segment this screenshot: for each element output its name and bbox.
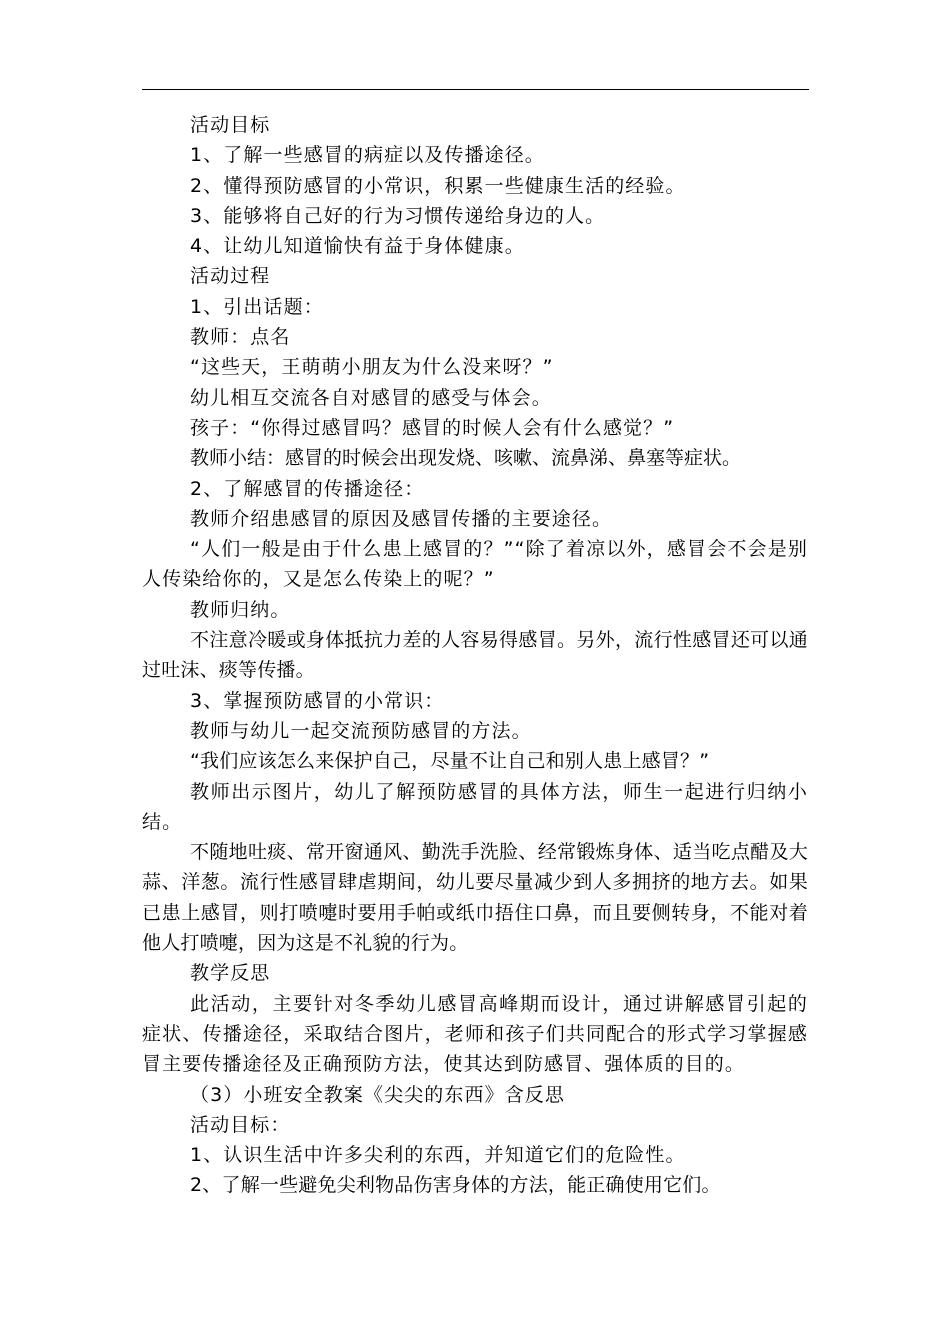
paragraph: 幼儿相互交流各自对感冒的感受与体会。 — [190, 386, 552, 409]
heading-teaching-reflection: 教学反思 — [190, 962, 271, 985]
paragraph: 此活动，主要针对冬季幼儿感冒高峰期而设计，通过讲解感冒引起的症状、传播途径，采取结合图片，老师和孩子们共同配合的形式学习掌握感冒主要传播途径及正确预防方法，使其达到防感冒、强体质的目的。 — [142, 992, 808, 1076]
process-step-1: 1、引出话题： — [190, 295, 324, 318]
paragraph: 不随地吐痰、常开窗通风、勤洗手洗脸、经常锻炼身体、适当吃点醋及大蒜、洋葱。流行性感冒肆虐期间，幼儿要尽量减少到人多拥挤的地方去。如果已患上感冒，则打喷嚏时要用手帕或纸巾捂住口鼻，而且要侧转身，不能对着他人打喷嚏，因为这是不礼貌的行为。 — [142, 841, 808, 955]
section-title: （3）小班安全教案《尖尖的东西》含反思 — [190, 1083, 565, 1106]
document-body — [142, 110, 808, 1201]
goal-item-4: 4、让幼儿知道愉快有益于身体健康。 — [190, 235, 525, 258]
goal-item-1: 1、认识生活中许多尖利的东西，并知道它们的危险性。 — [190, 1144, 686, 1167]
paragraph: 教师：点名 — [190, 326, 291, 349]
paragraph: 不注意冷暖或身体抵抗力差的人容易得感冒。另外，流行性感冒还可以通过吐沫、痰等传播。 — [142, 629, 808, 682]
process-step-3: 3、掌握预防感冒的小常识： — [190, 689, 445, 712]
paragraph: 教师与幼儿一起交流预防感冒的方法。 — [190, 719, 532, 742]
heading-activity-goals-2: 活动目标： — [190, 1113, 291, 1136]
paragraph: 孩子：“你得过感冒吗？感冒的时候人会有什么感觉？” — [190, 416, 675, 439]
paragraph: 教师归纳。 — [190, 598, 291, 621]
paragraph: 教师出示图片，幼儿了解预防感冒的具体方法，师生一起进行归纳小结。 — [142, 780, 808, 833]
goal-item-2: 2、了解一些避免尖利物品伤害身体的方法，能正确使用它们。 — [190, 1174, 721, 1197]
paragraph: 教师小结：感冒的时候会出现发烧、咳嗽、流鼻涕、鼻塞等症状。 — [190, 447, 742, 470]
paragraph: “这些天，王萌萌小朋友为什么没来呀？” — [190, 356, 554, 379]
paragraph: “我们应该怎么来保护自己，尽量不让自己和别人患上感冒？” — [190, 750, 710, 773]
header-rule — [142, 89, 809, 90]
goal-item-3: 3、能够将自己好的行为习惯传递给身边的人。 — [190, 204, 606, 227]
goal-item-1: 1、了解一些感冒的病症以及传播途径。 — [190, 144, 545, 167]
paragraph: 教师介绍患感冒的原因及感冒传播的主要途径。 — [190, 507, 613, 530]
heading-activity-goals: 活动目标 — [190, 114, 271, 136]
goal-item-2: 2、懂得预防感冒的小常识，积累一些健康生活的经验。 — [190, 174, 686, 197]
paragraph: “人们一般是由于什么患上感冒的？”“除了着凉以外，感冒会不会是别人传染给你的，又是怎么传染上的呢？” — [142, 538, 808, 591]
process-step-2: 2、了解感冒的传播途径： — [190, 477, 425, 500]
heading-activity-process: 活动过程 — [190, 265, 271, 288]
